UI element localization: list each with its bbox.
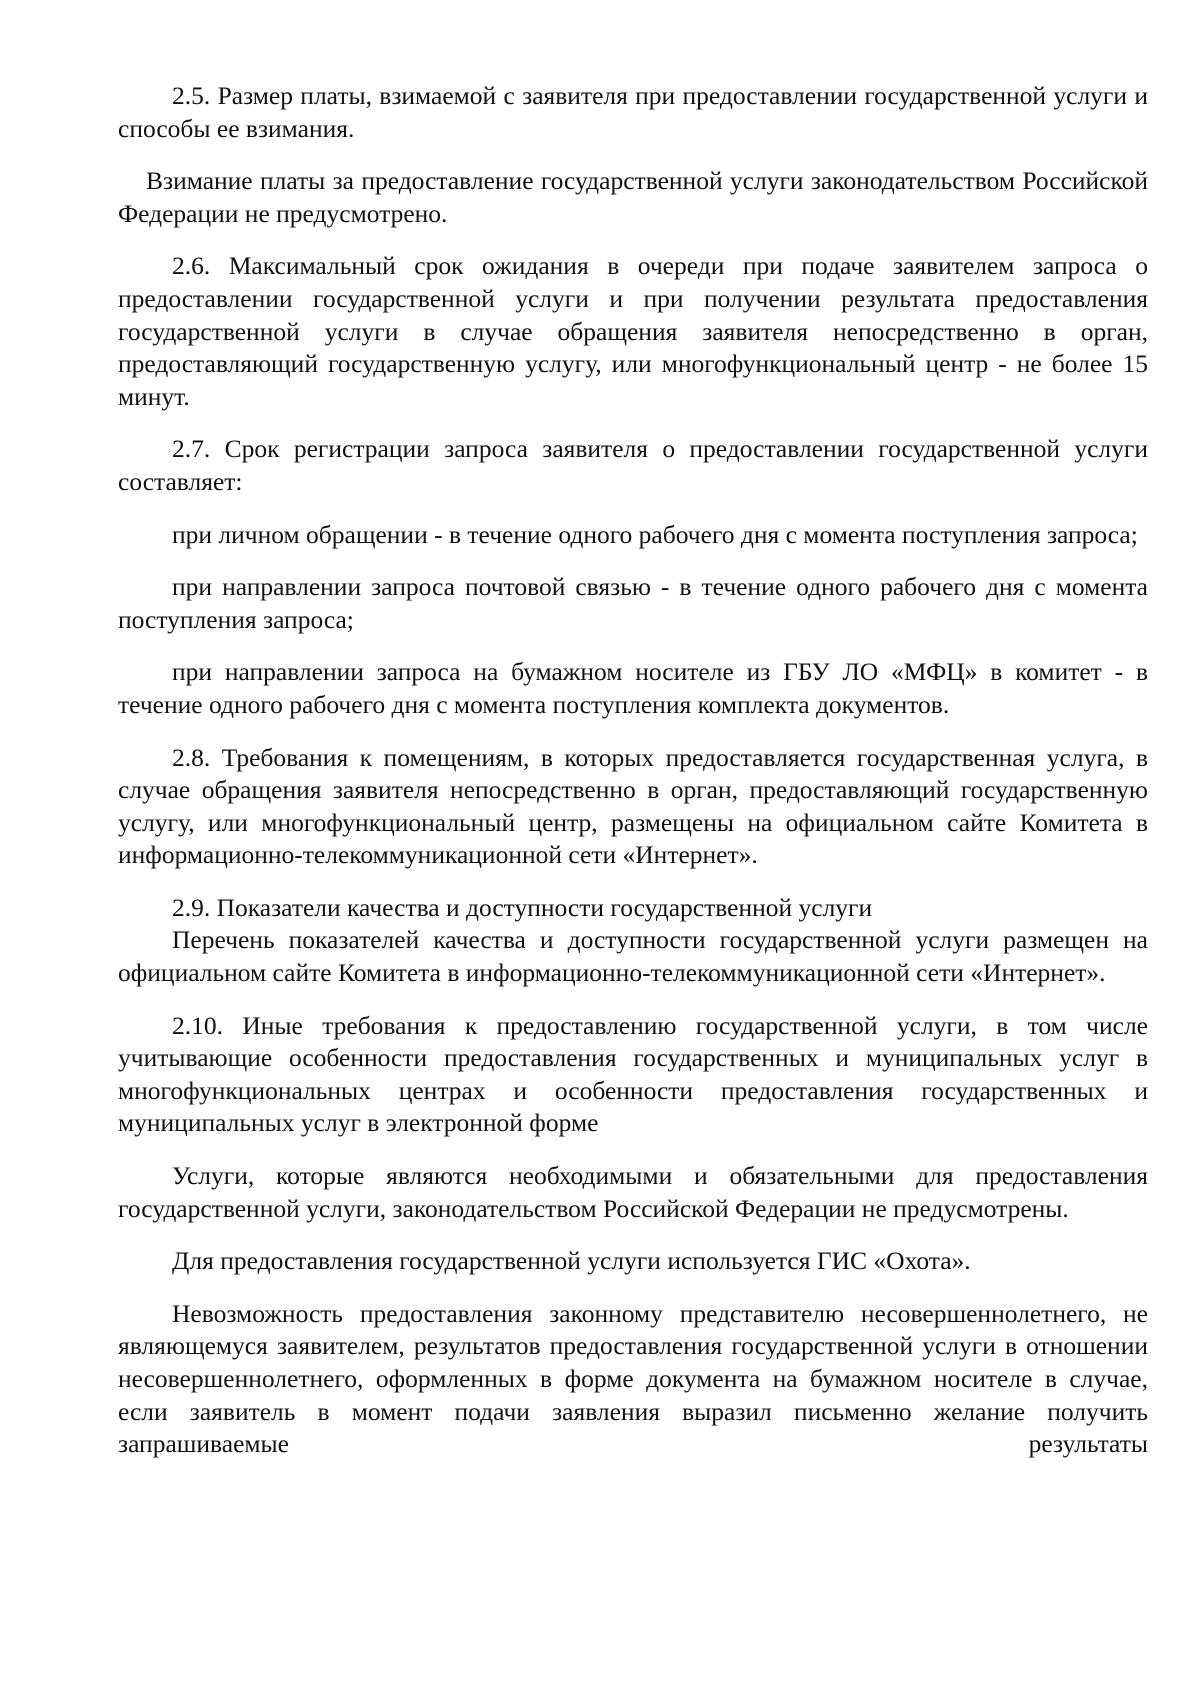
paragraph-quality-indicators: Перечень показателей качества и доступности государственной услуги размещен на официальном сайте Комитета в информационно-телекоммуникационной сети «Интернет». <box>118 925 1148 988</box>
paragraph-2-9-heading: 2.9. Показатели качества и доступности государственной услуги <box>172 892 873 922</box>
paragraph-impossibility: Невозможность предоставления законному представителю несовершеннолетнего, не являющемуся заявителем, результатов предоставления государственной услуги в отношении несовершеннолетнего, оформленных в форме документа на бумажном носителе в случае, если заявитель в момент подачи заявления выразил письменно желание получить запрашиваемые результаты <box>118 1298 1148 1459</box>
paragraph-paper-request-mfc: при направлении запроса на бумажном носителе из ГБУ ЛО «МФЦ» в комитет - в течение одного рабочего дня с момента поступления комплекта документов. <box>118 657 1148 719</box>
paragraph-gis-okhota: Для предоставления государственной услуги используется ГИС «Охота». <box>172 1246 971 1276</box>
paragraph-2-7: 2.7. Срок регистрации запроса заявителя о предоставлении государственной услуги составляет: <box>118 434 1148 496</box>
paragraph-2-5: 2.5. Размер платы, взимаемой с заявителя при предоставлении государственной услуги и способы ее взимания. <box>118 81 1148 143</box>
paragraph-2-6: 2.6. Максимальный срок ожидания в очереди при подаче заявителем запроса о предоставлении государственной услуги и при получении результата предоставления государственной услуги в случае обращения заявителя непосредственно в орган, предоставляющий государственную услугу, или многофункциональный центр - не более 15 минут. <box>118 251 1148 411</box>
paragraph-2-8: 2.8. Требования к помещениям, в которых предоставляется государственная услуга, в случае обращения заявителя непосредственно в орган, предоставляющий государственную услугу, или многофункциональный центр, размещены на официальном сайте Комитета в информационно-телекоммуникационной сети «Интернет». <box>118 742 1148 870</box>
paragraph-fee-not-charged: Взимание платы за предоставление государственной услуги законодательством Российской Федерации не предусмотрено. <box>118 166 1148 228</box>
paragraph-necessary-services: Услуги, которые являются необходимыми и обязательными для предоставления государственной услуги, законодательством Российской Федерации не предусмотрены. <box>118 1161 1148 1223</box>
paragraph-postal-request: при направлении запроса почтовой связью - в течение одного рабочего дня с момента поступления запроса; <box>118 572 1148 634</box>
document-page <box>118 80 1148 1481</box>
paragraph-personal-visit: при личном обращении - в течение одного рабочего дня с момента поступления запроса; <box>172 519 1138 549</box>
paragraph-2-10: 2.10. Иные требования к предоставлению государственной услуги, в том числе учитывающие особенности предоставления государственных и муниципальных услуг в многофункциональных центрах и особенности предоставления государственных и муниципальных услуг в электронной форме <box>118 1010 1148 1138</box>
